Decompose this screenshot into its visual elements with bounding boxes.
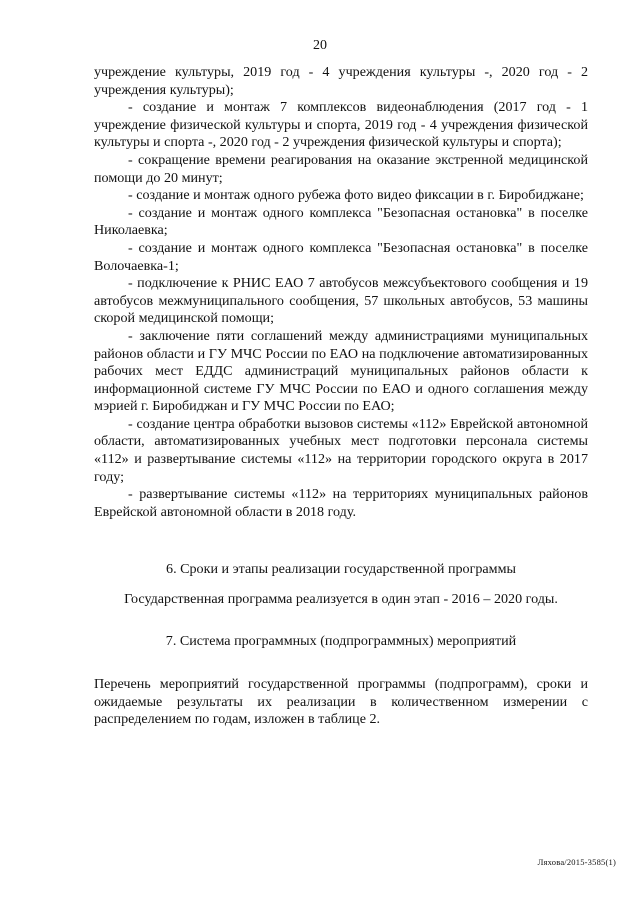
list-item: - создание и монтаж одного комплекса "Безопасная остановка" в поселке Волочаевка-1; [94,239,588,274]
list-item: - создание и монтаж 7 комплексов видеонаблюдения (2017 год - 1 учреждение физической культуры и спорта, 2019 год - 4 учреждения физической культуры и спорта -, 2020 год - 2 учреждения физической культуры и спорта); [94,99,588,151]
list-item: - создание центра обработки вызовов системы «112» Еврейской автономной области, автоматизированных учебных мест подготовки персонала системы «112» и развертывание системы «112» на территории городского округа в 2017 году; [94,415,588,485]
list-item: - заключение пяти соглашений между администрациями муниципальных районов области и ГУ МЧС России по ЕАО на подключение автоматизированных рабочих мест ЕДДС администраций муниципальных районов области к информационной системе ГУ МЧС России по ЕАО и одного соглашения между мэрией г. Биробиджан и ГУ МЧС России по ЕАО; [94,327,588,415]
section-7-heading: 7. Система программных (подпрограммных) мероприятий [165,632,517,649]
list-item: - создание и монтаж одного комплекса "Безопасная остановка" в поселке Николаевка; [94,204,588,239]
document-body [94,64,588,729]
list-item: - подключение к РНИС ЕАО 7 автобусов межсубъектового сообщения и 19 автобусов межмуниципального сообщения, 57 школьных автобусов, 53 машины скорой медицинской помощи; [94,275,588,327]
section-7-text: Перечень мероприятий государственной программы (подпрограмм), сроки и ожидаемые результаты их реализации в количественном измерении с распределением по годам, изложен в таблице 2. [94,676,588,728]
paragraph: учреждение культуры, 2019 год - 4 учреждения культуры -, 2020 год - 2 учреждения культуры); [94,64,588,98]
list-item: - создание и монтаж одного рубежа фото видео фиксации в г. Биробиджане; [128,187,584,204]
list-item: - сокращение времени реагирования на оказание экстренной медицинской помощи до 20 минут; [94,151,588,186]
section-6-text: Государственная программа реализуется в один этап - 2016 – 2020 годы. [124,591,558,608]
document-footer-code: Ляхова/2015-3585(1) [537,857,616,867]
section-6-heading: 6. Сроки и этапы реализации государственной программы [166,561,516,578]
list-item: - развертывание системы «112» на территориях муниципальных районов Еврейской автономной области в 2018 году. [94,486,588,520]
page-number: 20 [313,38,327,53]
